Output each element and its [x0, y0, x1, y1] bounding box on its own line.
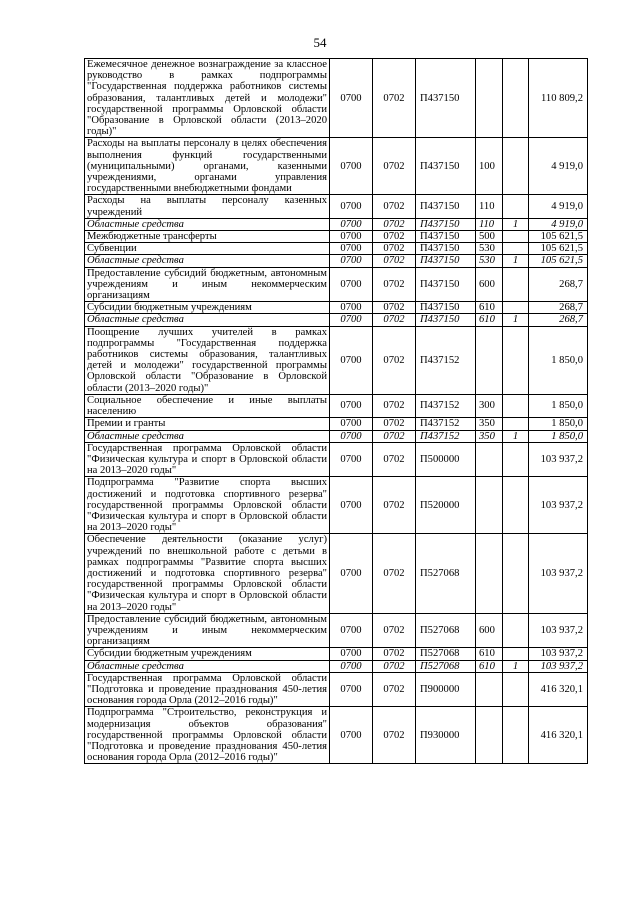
subsection-code-cell: 0702	[373, 672, 416, 707]
item-name-cell: Расходы на выплаты персоналу казенных учреждений	[85, 195, 330, 218]
subsection-code-cell: 0702	[373, 195, 416, 218]
item-name-cell: Предоставление субсидий бюджетным, автономным учреждениям и иным некоммерческим организациям	[85, 267, 330, 302]
funding-source-cell	[503, 231, 529, 243]
table-row	[85, 672, 588, 707]
section-code-cell: 0700	[330, 534, 373, 613]
expense-type-cell: 110	[476, 195, 503, 218]
funding-source-cell	[503, 302, 529, 314]
expense-type-cell: 600	[476, 267, 503, 302]
subsection-code-cell: 0702	[373, 660, 416, 672]
section-code-cell: 0700	[330, 255, 373, 267]
table-row	[85, 430, 588, 442]
target-article-cell: П527068	[416, 660, 476, 672]
expense-type-cell	[476, 477, 503, 534]
item-name-cell: Государственная программа Орловской области "Подготовка и проведение празднования 450-летия основания города Орла (2012–2016 годы)"	[85, 672, 330, 707]
amount-cell: 105 621,5	[529, 255, 588, 267]
budget-table	[84, 58, 588, 764]
section-code-cell: 0700	[330, 477, 373, 534]
table-row	[85, 418, 588, 430]
target-article-cell: П437150	[416, 243, 476, 255]
section-code-cell: 0700	[330, 430, 373, 442]
funding-source-cell	[503, 394, 529, 417]
amount-cell: 105 621,5	[529, 243, 588, 255]
amount-cell: 103 937,2	[529, 613, 588, 648]
section-code-cell: 0700	[330, 394, 373, 417]
section-code-cell: 0700	[330, 231, 373, 243]
expense-type-cell: 300	[476, 394, 503, 417]
funding-source-cell: 1	[503, 255, 529, 267]
table-row	[85, 314, 588, 326]
amount-cell: 416 320,1	[529, 707, 588, 764]
table-row	[85, 138, 588, 195]
expense-type-cell: 100	[476, 138, 503, 195]
target-article-cell: П520000	[416, 477, 476, 534]
item-name-cell: Расходы на выплаты персоналу в целях обеспечения выполнения функций государственными (муниципальными) органами, казенными учреждениями, органами управления государственными внебюджетными фондами	[85, 138, 330, 195]
target-article-cell: П500000	[416, 442, 476, 477]
target-article-cell: П930000	[416, 707, 476, 764]
section-code-cell: 0700	[330, 660, 373, 672]
target-article-cell: П437150	[416, 302, 476, 314]
item-name-cell: Ежемесячное денежное вознаграждение за классное руководство в рамках подпрограммы "Государственная поддержка работников системы образования, талантливых детей и молодежи" государственной программы Орловской области "Образование в Орловской области (2013–2020 годы)"	[85, 59, 330, 138]
amount-cell: 103 937,2	[529, 534, 588, 613]
section-code-cell: 0700	[330, 418, 373, 430]
target-article-cell: П437150	[416, 59, 476, 138]
section-code-cell: 0700	[330, 648, 373, 660]
table-row	[85, 267, 588, 302]
subsection-code-cell: 0702	[373, 613, 416, 648]
subsection-code-cell: 0702	[373, 707, 416, 764]
item-name-cell: Предоставление субсидий бюджетным, автономным учреждениям и иным некоммерческим организациям	[85, 613, 330, 648]
target-article-cell: П527068	[416, 613, 476, 648]
expense-type-cell	[476, 59, 503, 138]
amount-cell: 103 937,2	[529, 477, 588, 534]
expense-type-cell: 110	[476, 218, 503, 230]
subsection-code-cell: 0702	[373, 477, 416, 534]
table-row	[85, 243, 588, 255]
item-name-cell: Субвенции	[85, 243, 330, 255]
section-code-cell: 0700	[330, 267, 373, 302]
section-code-cell: 0700	[330, 326, 373, 394]
table-row	[85, 477, 588, 534]
section-code-cell: 0700	[330, 707, 373, 764]
section-code-cell: 0700	[330, 442, 373, 477]
subsection-code-cell: 0702	[373, 231, 416, 243]
target-article-cell: П527068	[416, 534, 476, 613]
table-row	[85, 442, 588, 477]
amount-cell: 4 919,0	[529, 195, 588, 218]
expense-type-cell: 530	[476, 243, 503, 255]
item-name-cell: Субсидии бюджетным учреждениям	[85, 648, 330, 660]
expense-type-cell: 500	[476, 231, 503, 243]
section-code-cell: 0700	[330, 138, 373, 195]
amount-cell: 103 937,2	[529, 648, 588, 660]
item-name-cell: Областные средства	[85, 314, 330, 326]
table-row	[85, 255, 588, 267]
item-name-cell: Подпрограмма "Развитие спорта высших достижений и подготовка спортивного резерва" государственной программы Орловской области "Физическая культура и спорт в Орловской области на 2013–2020 годы"	[85, 477, 330, 534]
target-article-cell: П437150	[416, 138, 476, 195]
section-code-cell: 0700	[330, 59, 373, 138]
target-article-cell: П437150	[416, 255, 476, 267]
target-article-cell: П437150	[416, 195, 476, 218]
funding-source-cell	[503, 534, 529, 613]
target-article-cell: П437152	[416, 430, 476, 442]
expense-type-cell	[476, 672, 503, 707]
subsection-code-cell: 0702	[373, 534, 416, 613]
target-article-cell: П437152	[416, 326, 476, 394]
target-article-cell: П437150	[416, 231, 476, 243]
amount-cell: 103 937,2	[529, 442, 588, 477]
subsection-code-cell: 0702	[373, 418, 416, 430]
item-name-cell: Областные средства	[85, 660, 330, 672]
table-row	[85, 648, 588, 660]
expense-type-cell: 350	[476, 430, 503, 442]
table-row	[85, 302, 588, 314]
funding-source-cell	[503, 243, 529, 255]
expense-type-cell: 530	[476, 255, 503, 267]
amount-cell: 268,7	[529, 302, 588, 314]
subsection-code-cell: 0702	[373, 314, 416, 326]
subsection-code-cell: 0702	[373, 326, 416, 394]
item-name-cell: Поощрение лучших учителей в рамках подпрограммы "Государственная поддержка работников системы образования, талантливых детей и молодежи" государственной программы Орловской области "Образование в Орловской области (2013–2020 годы)"	[85, 326, 330, 394]
subsection-code-cell: 0702	[373, 442, 416, 477]
expense-type-cell	[476, 442, 503, 477]
funding-source-cell	[503, 267, 529, 302]
item-name-cell: Премии и гранты	[85, 418, 330, 430]
funding-source-cell	[503, 138, 529, 195]
subsection-code-cell: 0702	[373, 243, 416, 255]
funding-source-cell	[503, 59, 529, 138]
table-row	[85, 195, 588, 218]
expense-type-cell: 350	[476, 418, 503, 430]
expense-type-cell	[476, 707, 503, 764]
subsection-code-cell: 0702	[373, 430, 416, 442]
table-row	[85, 707, 588, 764]
subsection-code-cell: 0702	[373, 267, 416, 302]
table-row	[85, 218, 588, 230]
table-row	[85, 534, 588, 613]
section-code-cell: 0700	[330, 613, 373, 648]
subsection-code-cell: 0702	[373, 218, 416, 230]
table-row	[85, 613, 588, 648]
expense-type-cell: 610	[476, 648, 503, 660]
target-article-cell: П900000	[416, 672, 476, 707]
funding-source-cell	[503, 477, 529, 534]
item-name-cell: Областные средства	[85, 255, 330, 267]
subsection-code-cell: 0702	[373, 394, 416, 417]
section-code-cell: 0700	[330, 302, 373, 314]
table-row	[85, 660, 588, 672]
funding-source-cell: 1	[503, 314, 529, 326]
item-name-cell: Социальное обеспечение и иные выплаты населению	[85, 394, 330, 417]
subsection-code-cell: 0702	[373, 302, 416, 314]
funding-source-cell	[503, 672, 529, 707]
target-article-cell: П437152	[416, 418, 476, 430]
item-name-cell: Областные средства	[85, 430, 330, 442]
amount-cell: 4 919,0	[529, 218, 588, 230]
amount-cell: 103 937,2	[529, 660, 588, 672]
amount-cell: 110 809,2	[529, 59, 588, 138]
section-code-cell: 0700	[330, 218, 373, 230]
amount-cell: 105 621,5	[529, 231, 588, 243]
section-code-cell: 0700	[330, 672, 373, 707]
funding-source-cell	[503, 326, 529, 394]
subsection-code-cell: 0702	[373, 648, 416, 660]
funding-source-cell	[503, 418, 529, 430]
expense-type-cell: 610	[476, 660, 503, 672]
expense-type-cell	[476, 326, 503, 394]
page-number: 54	[313, 35, 327, 50]
expense-type-cell	[476, 534, 503, 613]
item-name-cell: Подпрограмма "Строительство, реконструкция и модернизация объектов образования" государственной программы Орловской области "Подготовка и проведение празднования 450-летия основания города Орла (2012–2016 годы)"	[85, 707, 330, 764]
amount-cell: 1 850,0	[529, 430, 588, 442]
funding-source-cell	[503, 442, 529, 477]
funding-source-cell	[503, 707, 529, 764]
expense-type-cell: 600	[476, 613, 503, 648]
item-name-cell: Обеспечение деятельности (оказание услуг) учреждений по внешкольной работе с детьми в рамках подпрограммы "Развитие спорта высших достижений и подготовка спортивного резерва" государственной программы Орловской области "Физическая культура и спорт в Орловской области на 2013–2020 годы"	[85, 534, 330, 613]
table-row	[85, 231, 588, 243]
table-row	[85, 326, 588, 394]
target-article-cell: П437152	[416, 394, 476, 417]
amount-cell: 1 850,0	[529, 394, 588, 417]
amount-cell: 416 320,1	[529, 672, 588, 707]
funding-source-cell: 1	[503, 660, 529, 672]
amount-cell: 4 919,0	[529, 138, 588, 195]
section-code-cell: 0700	[330, 314, 373, 326]
funding-source-cell	[503, 195, 529, 218]
expense-type-cell: 610	[476, 302, 503, 314]
funding-source-cell: 1	[503, 218, 529, 230]
target-article-cell: П437150	[416, 218, 476, 230]
item-name-cell: Субсидии бюджетным учреждениям	[85, 302, 330, 314]
amount-cell: 268,7	[529, 267, 588, 302]
funding-source-cell: 1	[503, 430, 529, 442]
budget-table-body	[85, 59, 588, 764]
table-row	[85, 59, 588, 138]
expense-type-cell: 610	[476, 314, 503, 326]
section-code-cell: 0700	[330, 195, 373, 218]
target-article-cell: П437150	[416, 314, 476, 326]
target-article-cell: П437150	[416, 267, 476, 302]
funding-source-cell	[503, 648, 529, 660]
item-name-cell: Областные средства	[85, 218, 330, 230]
amount-cell: 1 850,0	[529, 326, 588, 394]
target-article-cell: П527068	[416, 648, 476, 660]
item-name-cell: Государственная программа Орловской области "Физическая культура и спорт в Орловской области на 2013–2020 годы"	[85, 442, 330, 477]
table-row	[85, 394, 588, 417]
subsection-code-cell: 0702	[373, 138, 416, 195]
amount-cell: 268,7	[529, 314, 588, 326]
item-name-cell: Межбюджетные трансферты	[85, 231, 330, 243]
subsection-code-cell: 0702	[373, 255, 416, 267]
section-code-cell: 0700	[330, 243, 373, 255]
amount-cell: 1 850,0	[529, 418, 588, 430]
subsection-code-cell: 0702	[373, 59, 416, 138]
funding-source-cell	[503, 613, 529, 648]
